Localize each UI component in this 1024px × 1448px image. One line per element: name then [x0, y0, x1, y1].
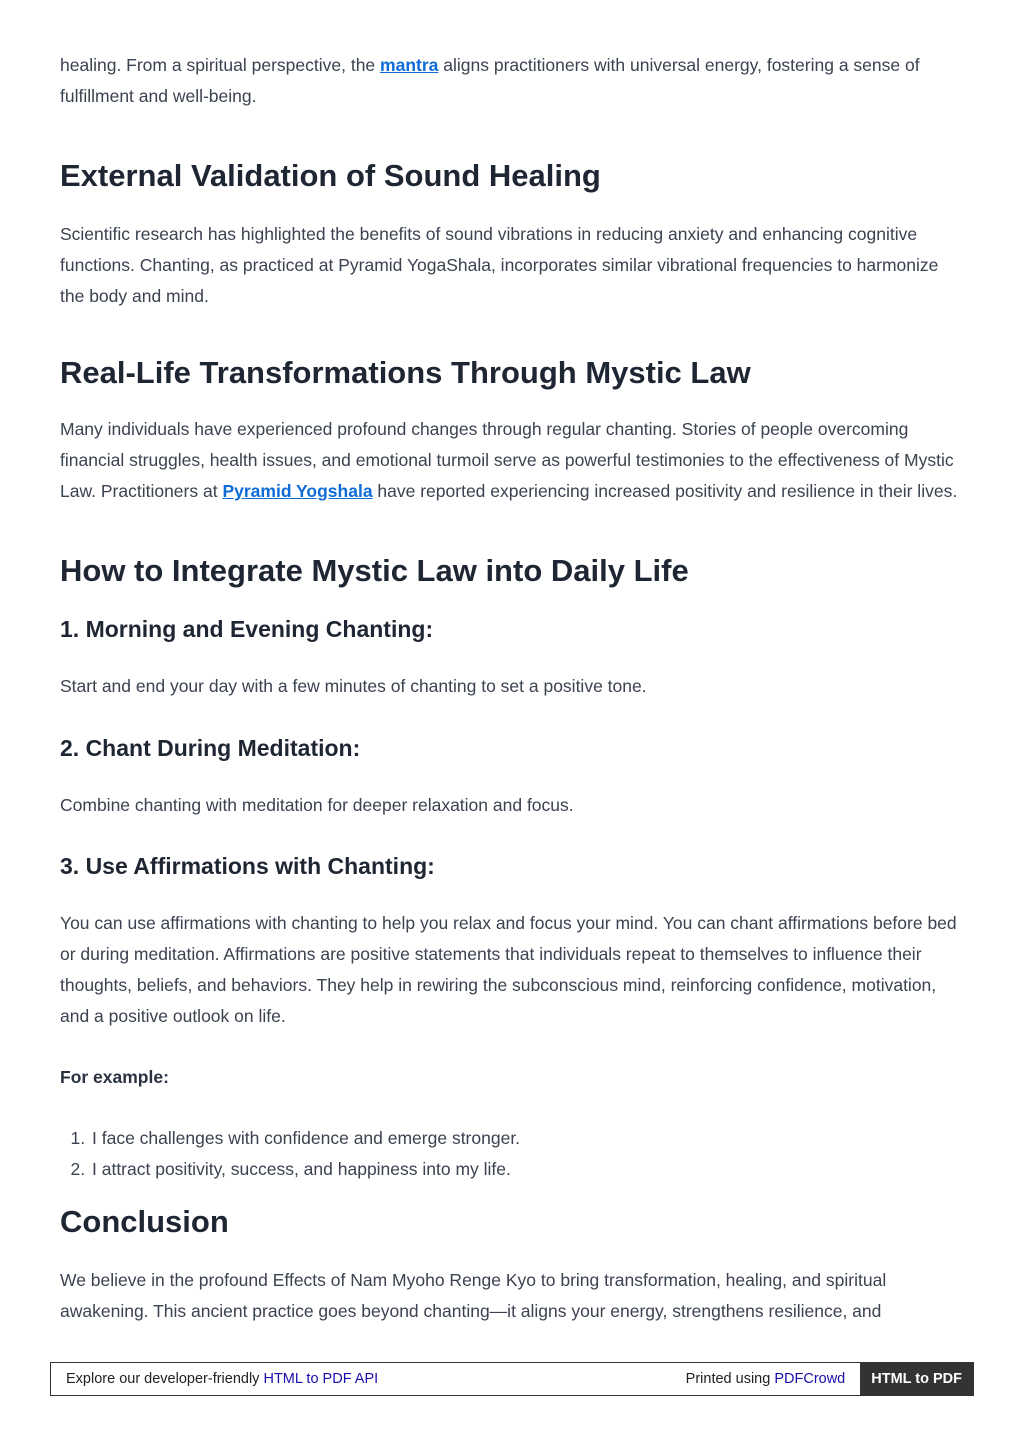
intro-text-2: aligns practitioners with universal energy, fostering a sense of fulfillment and well-being. [60, 55, 920, 106]
reallife-text-2: have reported experiencing increased positivity and resilience in their lives. [372, 481, 958, 501]
chant-meditation-text: Combine chanting with meditation for deeper relaxation and focus. [60, 795, 574, 815]
examples-list [60, 1123, 964, 1185]
document-page [60, 48, 964, 1327]
pyramid-yogshala-link[interactable]: Pyramid Yogshala [222, 481, 373, 501]
affirmations-text: You can use affirmations with chanting to help you relax and focus your mind. You can chant affirmations before bed or during meditation. Affirmations are positive statements that individuals repeat to themselves to influence their thoughts, beliefs, and behaviors. They help in rewiring the subconscious mind, reinforcing confidence, motivation, and a positive outlook on life. [60, 913, 957, 1026]
footer-explore [51, 1371, 686, 1387]
external-paragraph: Scientific research has highlighted the benefits of sound vibrations in reducing anxiety and enhancing cognitive functions. Chanting, as practiced at Pyramid YogaShala, incorporates similar vibrational frequencies to harmonize the body and mind. [60, 224, 939, 306]
reallife-paragraph [60, 414, 964, 507]
footer-printed-text: Printed using [685, 1371, 775, 1387]
intro-paragraph [60, 50, 964, 112]
mantra-link[interactable]: mantra [380, 55, 439, 75]
list-item: 2. I attract positivity, success, and happiness into my life. [90, 1154, 964, 1185]
subheading-chant-meditation: 2. Chant During Meditation: [60, 735, 361, 761]
reallife-text-1: Many individuals have experienced profound changes through regular chanting. Stories of people overcoming financial struggles, health issues, and emotional turmoil serve as powerful testimonies to the effectiveness of Mystic Law. Practitioners at [60, 419, 954, 501]
intro-text-1: healing. From a spiritual perspective, the [60, 55, 381, 75]
pdfcrowd-link[interactable]: PDFCrowd [774, 1371, 846, 1387]
section-heading-integrate: How to Integrate Mystic Law into Daily Life [60, 553, 689, 588]
list-item: 1. I face challenges with confidence and emerge stronger. [90, 1123, 964, 1154]
pdfcrowd-footer-bar [50, 1362, 974, 1396]
section-heading-external: External Validation of Sound Healing [60, 158, 601, 193]
subheading-morning-chanting: 1. Morning and Evening Chanting: [60, 616, 434, 642]
section-heading-conclusion: Conclusion [60, 1204, 229, 1239]
html-to-pdf-badge[interactable]: HTML to PDF [860, 1363, 973, 1395]
html-to-pdf-api-link[interactable]: HTML to PDF API [263, 1371, 379, 1387]
section-heading-reallife: Real-Life Transformations Through Mystic Law [60, 355, 751, 390]
conclusion-paragraph: We believe in the profound Effects of Nam Myoho Renge Kyo to bring transformation, healing, and spiritual awakening. This ancient practice goes beyond chanting—it aligns your energy, strengthens resilience, and [60, 1270, 887, 1321]
morning-chanting-text: Start and end your day with a few minutes of chanting to set a positive tone. [60, 676, 647, 696]
example-label: For example: [60, 1067, 169, 1087]
footer-explore-text: Explore our developer-friendly [66, 1371, 264, 1387]
subheading-affirmations: 3. Use Affirmations with Chanting: [60, 853, 435, 879]
footer-printed [686, 1371, 861, 1387]
